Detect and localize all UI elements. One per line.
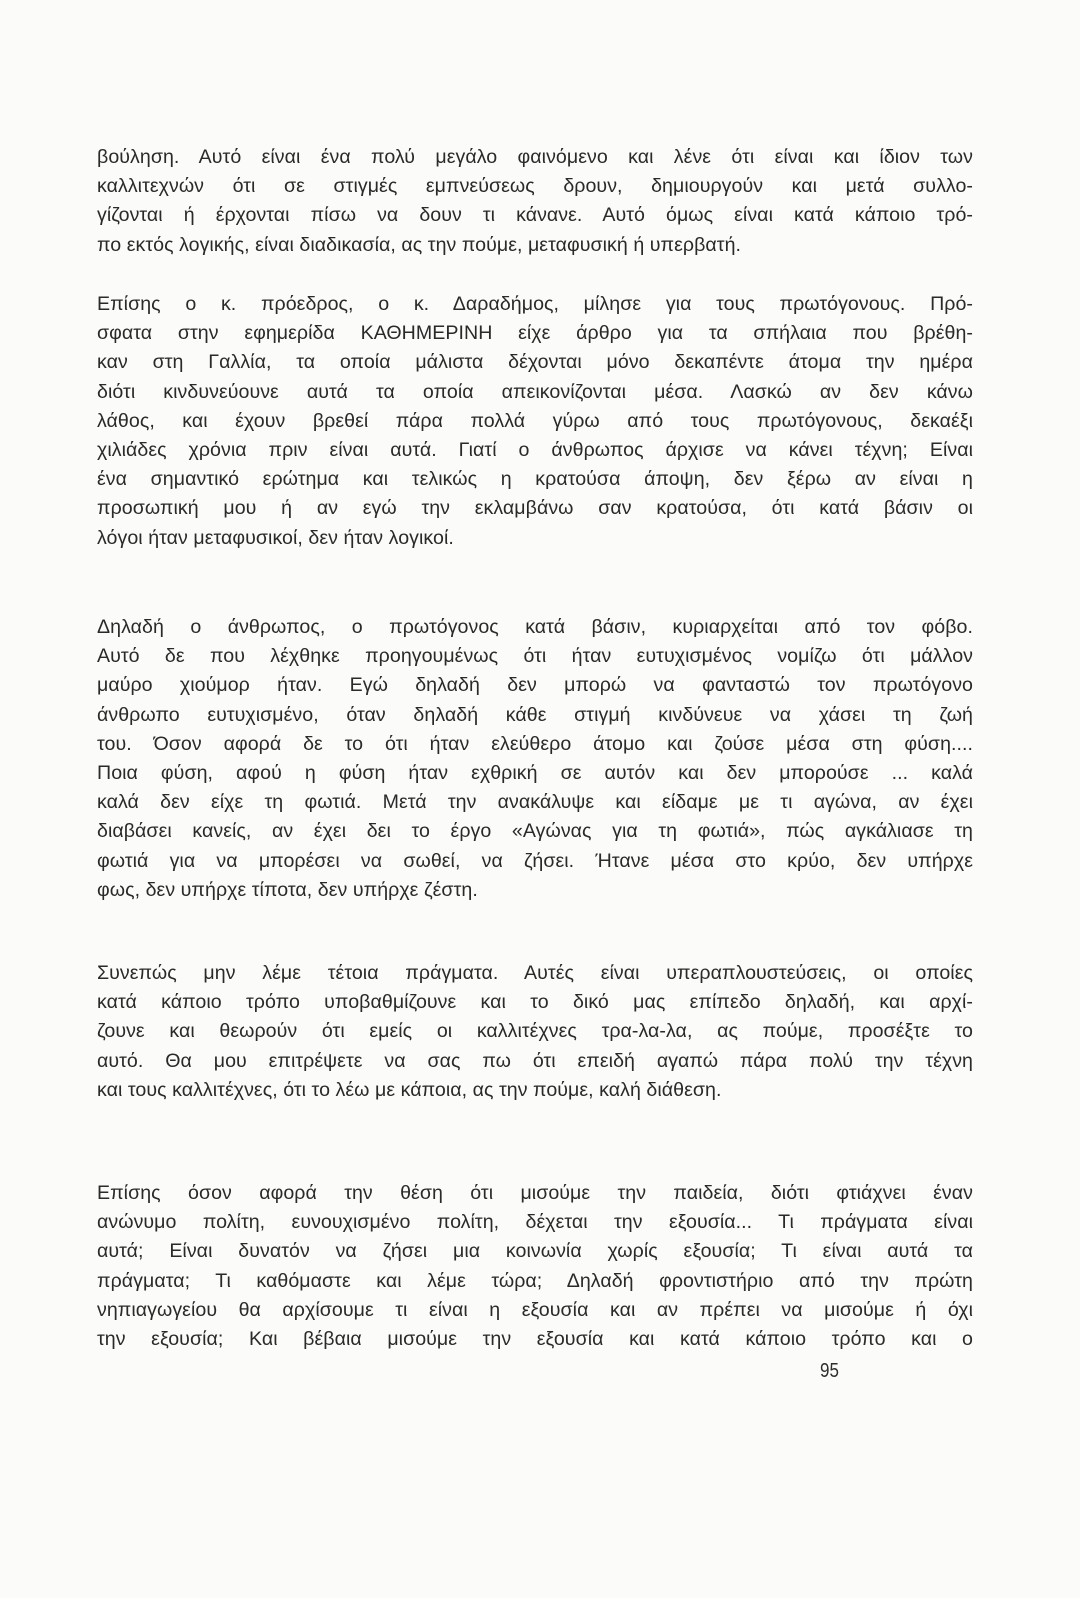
text-line: ζουνε και θεωρούν ότι εμείς οι καλλιτέχνες τρα-λα-λα, ας πούμε, προσέξτε το [97, 1020, 973, 1043]
text-line: άνθρωπο ευτυχισμένο, όταν δηλαδή κάθε στιγμή κινδύνευε να χάσει τη ζωή [97, 703, 973, 726]
text-line: λάθος, και έχουν βρεθεί πάρα πολλά γύρω από τους πρωτόγονους, δεκαέξι [97, 409, 973, 432]
text-line: γίζονται ή έρχονται πίσω να δουν τι κάνανε. Αυτό όμως είναι κατά κάποιο τρό- [97, 204, 973, 227]
text-line: κατά κάποιο τρόπο υποβαθμίζουνε και το δικό μας επίπεδο δηλαδή, και αρχί- [97, 991, 973, 1014]
text-line: ανώνυμο πολίτη, ευνουχισμένο πολίτη, δέχεται την εξουσία... Τι πράγματα είναι [97, 1211, 973, 1234]
text-line: Δηλαδή ο άνθρωπος, ο πρωτόγονος κατά βάσιν, κυριαρχείται από τον φόβο. [97, 616, 973, 638]
text-line: πράγματα; Τι καθόμαστε και λέμε τώρα; Δηλαδή φροντιστήριο από την πρώτη [97, 1269, 973, 1292]
text-line: και τους καλλιτέχνες, ότι το λέω με κάποια, ας την πούμε, καλή διάθεση. [97, 1078, 722, 1101]
text-line: καλά δεν είχε τη φωτιά. Μετά την ανακάλυψε και είδαμε με τι αγώνα, αν έχει [97, 791, 973, 814]
text-line: πο εκτός λογικής, είναι διαδικασία, ας την πούμε, μεταφυσική ή υπερβατή. [97, 233, 742, 256]
page-number: 95 [820, 1360, 839, 1382]
paragraph-3 [97, 613, 973, 905]
text-line: νηπιαγωγείου θα αρχίσουμε τι είναι η εξουσία και αν πρέπει να μισούμε ή όχι [97, 1298, 973, 1321]
paragraph-2 [97, 290, 973, 553]
text-line: Επίσης όσον αφορά την θέση ότι μισούμε την παιδεία, διότι φτιάχνει έναν [97, 1182, 973, 1204]
text-line: χιλιάδες χρόνια πριν είναι αυτά. Γιατί ο άνθρωπος άρχισε να κάνει τέχνη; Είναι [97, 438, 973, 461]
text-line: φωτιά για να μπορέσει να σωθεί, να ζήσει. Ήτανε μέσα στο κρύο, δεν υπήρχε [97, 849, 973, 872]
text-line: Επίσης ο κ. πρόεδρος, ο κ. Δαραδήμος, μίλησε για τους πρωτόγονους. Πρό- [97, 293, 973, 315]
text-line: καλλιτεχνών ότι σε στιγμές εμπνεύσεως δρουν, δημιουργούν και μετά συλλο- [97, 175, 973, 198]
text-line: φως, δεν υπήρχε τίποτα, δεν υπήρχε ζέστη. [97, 878, 478, 901]
text-line: προσωπική μου ή αν εγώ την εκλαμβάνω σαν κρατούσα, ότι κατά βάσιν οι [97, 497, 973, 520]
text-line: καν στη Γαλλία, τα οποία μάλιστα δέχονται μόνο δεκαπέντε άτομα την ημέρα [97, 351, 973, 374]
text-line: ένα σημαντικό ερώτημα και τελικώς η κρατούσα άποψη, δεν ξέρω αν είναι η [97, 468, 973, 491]
paragraph-4 [97, 959, 973, 1105]
text-line: βούληση. Αυτό είναι ένα πολύ μεγάλο φαινόμενο και λένε ότι είναι και ίδιον των [97, 146, 973, 168]
text-line: Συνεπώς μην λέμε τέτοια πράγματα. Αυτές είναι υπεραπλουστεύσεις, οι οποίες [97, 962, 973, 984]
text-line: Αυτό δε που λέχθηκε προηγουμένως ότι ήταν ευτυχισμένος νομίζω ότι μάλλον [97, 645, 973, 668]
paragraph-5 [97, 1179, 973, 1354]
text-line: αυτά; Είναι δυνατόν να ζήσει μια κοινωνία χωρίς εξουσία; Τι είναι αυτά τα [97, 1240, 973, 1263]
text-line: του. Όσον αφορά δε το ότι ήταν ελεύθερο άτομο και ζούσε μέσα στη φύση.... [97, 732, 973, 755]
text-line: διότι κινδυνεύουνε αυτά τα οποία απεικονίζονται μέσα. Λασκώ αν δεν κάνω [97, 380, 973, 403]
text-line: λόγοι ήταν μεταφυσικοί, δεν ήταν λογικοί. [97, 526, 454, 549]
text-line: σφατα στην εφημερίδα ΚΑΘΗΜΕΡΙΝΗ είχε άρθρο για τα σπήλαια που βρέθη- [97, 322, 973, 345]
text-line: αυτό. Θα μου επιτρέψετε να σας πω ότι επειδή αγαπώ πάρα πολύ την τέχνη [97, 1049, 973, 1072]
text-line: Ποια φύση, αφού η φύση ήταν εχθρική σε αυτόν και δεν μπορούσε ... καλά [97, 761, 973, 784]
paragraph-1 [97, 143, 973, 260]
text-line: διαβάσει κανείς, αν έχει δει το έργο «Αγώνας για τη φωτιά», πώς αγκάλιασε τη [97, 820, 973, 843]
text-line: την εξουσία; Και βέβαια μισούμε την εξουσία και κατά κάποιο τρόπο και ο [97, 1327, 973, 1350]
text-line: μαύρο χιούμορ ήταν. Εγώ δηλαδή δεν μπορώ να φανταστώ τον πρωτόγονο [97, 674, 973, 697]
